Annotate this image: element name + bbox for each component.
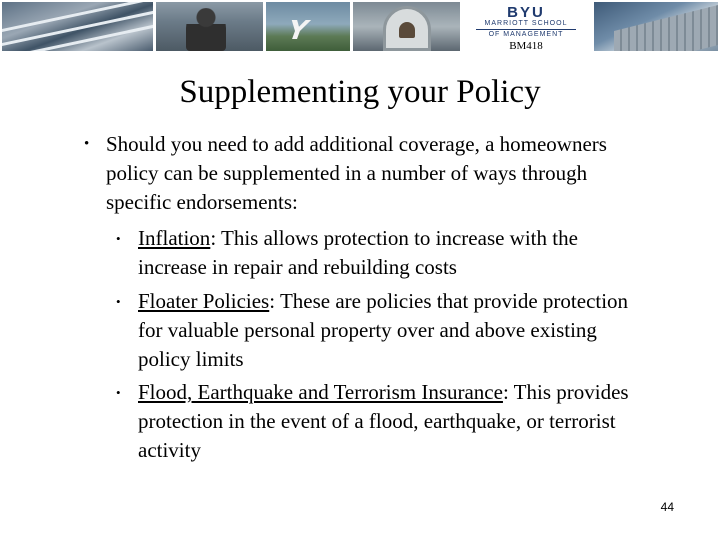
banner-photo-building [594, 2, 718, 51]
banner-photo-statue [156, 2, 263, 51]
sub-bullet-inflation [138, 224, 638, 282]
bullet-icon: • [84, 136, 90, 152]
bullet-icon: • [116, 231, 121, 246]
logo-byu-text: BYU [507, 4, 545, 21]
sub-bullet-floater [138, 287, 638, 374]
main-bullet-text: Should you need to add additional coverage, a homeowners policy can be supplemented in a number of ways through specific endorsements: [106, 132, 607, 214]
bullet-icon: • [116, 385, 121, 400]
sub-bullet-term: Floater Policies [138, 289, 270, 313]
sub-bullet-term: Inflation [138, 226, 211, 250]
logo-sub-text: OF MANAGEMENT [488, 31, 564, 38]
logo-school-text: MARRIOTT SCHOOL [484, 20, 568, 27]
sub-bullet-flood [138, 378, 638, 465]
banner-photo-bell [353, 2, 460, 51]
byu-marriott-logo [462, 2, 590, 51]
course-code: BM418 [509, 40, 543, 52]
slide-title: Supplementing your Policy [179, 74, 541, 110]
banner-photo-architecture [2, 2, 153, 51]
bullet-icon: • [116, 294, 121, 309]
sub-bullet-desc: : This allows protection to increase with the increase in repair and rebuilding costs [138, 226, 578, 279]
header-banner [0, 0, 720, 52]
sub-bullet-desc: : These are policies that provide protection for valuable personal property over and above existing policy limits [138, 289, 629, 371]
banner-photo-y-mountain: Y [266, 2, 350, 51]
sub-bullet-term: Flood, Earthquake and Terrorism Insurance [138, 380, 503, 404]
sub-bullet-desc: : This provides protection in the event of a flood, earthquake, or terrorist activity [138, 380, 629, 462]
page-number: 44 [660, 500, 674, 514]
